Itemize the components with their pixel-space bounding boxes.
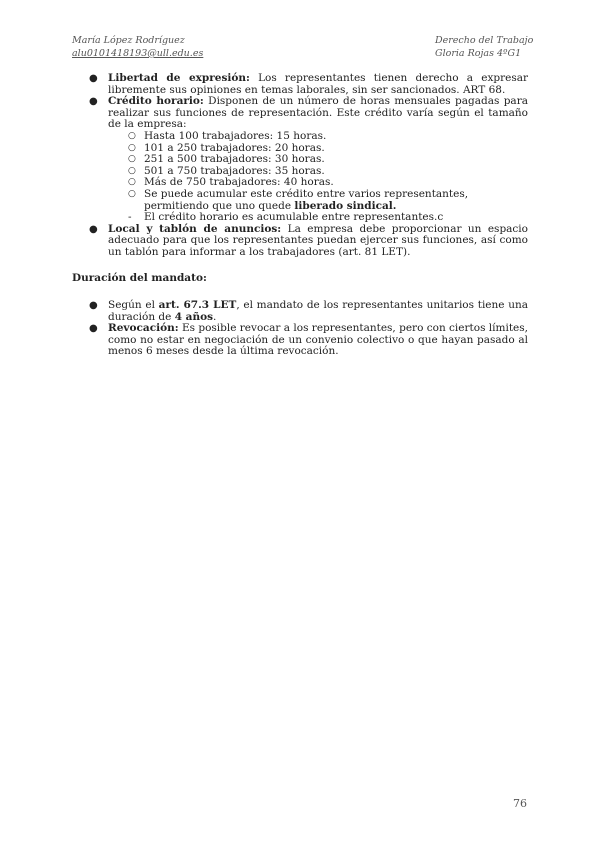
circle-bullet-icon: ○ xyxy=(128,142,136,153)
header-author xyxy=(72,34,203,60)
credito-text: Disponen de un número de horas mensuales pagadas para realizar sus funciones de representación. Este crédito varía según el tamaño de la empresa: xyxy=(108,95,528,131)
list-item-credito xyxy=(72,96,528,131)
dash-bullet-icon: - xyxy=(128,211,132,224)
circle-bullet-icon: ○ xyxy=(128,177,136,188)
rights-list xyxy=(72,73,528,259)
local-text: La empresa debe proporcionar un espacio adecuado para que los representantes puedan ejercer sus funciones, así como un tablón para informar a los trabajadores (art. 81 LET). xyxy=(108,222,528,258)
circle-bullet-icon: ○ xyxy=(128,188,136,199)
bullet-icon: ● xyxy=(89,223,98,235)
bullet-icon: ● xyxy=(89,300,98,312)
course-name: Derecho del Trabajo xyxy=(435,35,534,46)
list-item-dash: - El crédito horario es acumulable entre representantes.c xyxy=(128,211,444,224)
bullet-icon: ● xyxy=(89,73,98,84)
document-body xyxy=(72,73,528,358)
libertad-text: Los representantes tienen derecho a expresar libremente sus opiniones en temas laborales, sin ser sancionados. ART 68. xyxy=(108,72,528,96)
list-item-credito-3: ○ 251 a 500 trabajadores: 30 horas. xyxy=(128,153,325,166)
page-number: 76 xyxy=(513,797,527,810)
bullet-icon: ● xyxy=(89,323,98,335)
list-item-revocacion xyxy=(72,323,528,358)
list-item-libertad xyxy=(72,73,528,96)
circle-bullet-icon: ○ xyxy=(128,154,136,165)
author-name: María López Rodríguez xyxy=(72,35,185,46)
circle-bullet-icon: ○ xyxy=(128,165,136,176)
author-email-link[interactable]: alu0101418193@ull.edu.es xyxy=(72,48,204,59)
list-item-local xyxy=(72,224,528,259)
revocacion-text: Es posible revocar a los representantes, pero con ciertos límites, como no estar en negociación de un convenio colectivo o que hayan pasado al menos 6 meses desde la última revocación. xyxy=(108,322,528,358)
mandate-list xyxy=(72,300,528,358)
list-item-credito-4: ○ 501 a 750 trabajadores: 35 horas. xyxy=(128,164,325,177)
list-item-credito-1: ○ Hasta 100 trabajadores: 15 horas. xyxy=(128,129,327,142)
section-heading-duracion: Duración del mandato: xyxy=(72,271,207,284)
libertad-label: Libertad de expresión: xyxy=(108,72,250,84)
list-item-credito-5: ○ Más de 750 trabajadores: 40 horas. xyxy=(128,176,334,189)
list-item-credito-2: ○ 101 a 250 trabajadores: 20 horas. xyxy=(128,141,325,154)
local-label: Local y tablón de anuncios: xyxy=(108,222,282,235)
header-course xyxy=(435,34,533,60)
credito-label: Crédito horario: xyxy=(108,95,204,108)
list-item-acumular: ○ Se puede acumular este crédito entre varios representantes, permitiendo que uno quede liberado sindical. xyxy=(128,187,469,212)
bullet-icon: ● xyxy=(89,96,98,108)
revocacion-label: Revocación: xyxy=(108,322,179,335)
circle-bullet-icon: ○ xyxy=(128,130,136,141)
course-group: Gloria Rojas 4ºG1 xyxy=(435,48,522,59)
list-item-mandato: ● Según el art. 67.3 LET, el mandato de los representantes unitarios tiene una duración de 4 años. xyxy=(89,299,528,323)
